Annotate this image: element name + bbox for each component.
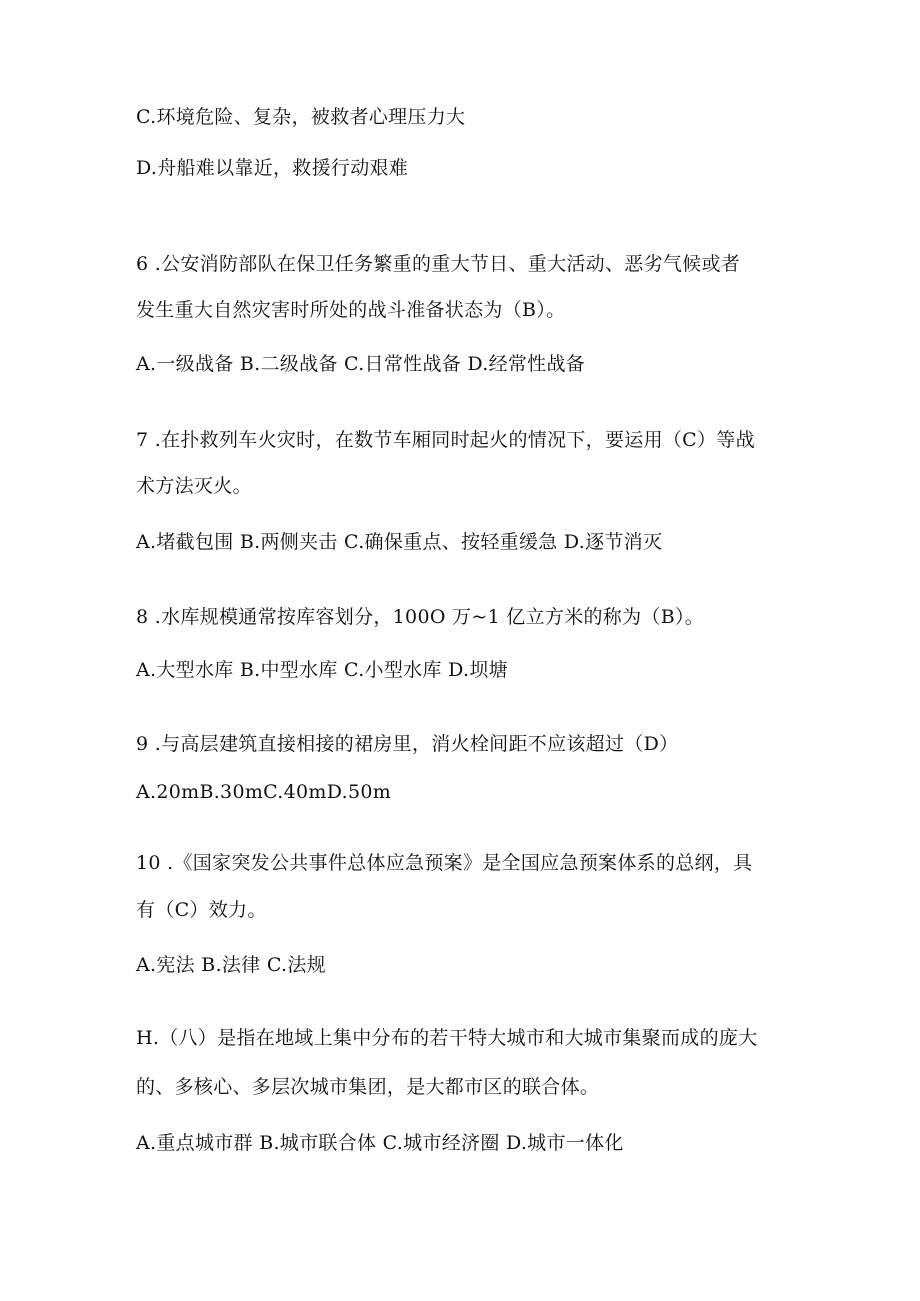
q10-options: A.宪法 B.法律 C.法规 (136, 954, 326, 976)
q8-text: 8 .水库规模通常按库容划分，100O 万~1 亿立方米的称为（B）。 (136, 606, 705, 628)
q7-text-line-1: 7 .在扑救列车火灾时，在数节车厢同时起火的情况下，要运用（C）等战 (136, 429, 755, 451)
q6-options: A.一级战备 B.二级战备 C.日常性战备 D.经常性战备 (136, 353, 586, 375)
q9-options: A.20mB.30mC.40mD.50m (136, 781, 392, 803)
q6-text-line-1: 6 .公安消防部队在保卫任务繁重的重大节日、重大活动、恶劣气候或者 (136, 253, 741, 275)
q5-option-d: D.舟船难以靠近，救援行动艰难 (136, 157, 409, 179)
q11-text-line-2: 的、多核心、多层次城市集团，是大都市区的联合体。 (136, 1076, 600, 1098)
q11-text-line-1: H.（八）是指在地域上集中分布的若干特大城市和大城市集聚而成的庞大 (136, 1027, 758, 1049)
q10-text-line-1: 10 .《国家突发公共事件总体应急预案》是全国应急预案体系的总纲，具 (136, 852, 753, 874)
q9-text: 9 .与高层建筑直接相接的裙房里，消火栓间距不应该超过（D） (136, 733, 679, 755)
q6-text-line-2: 发生重大自然灾害时所处的战斗准备状态为（B）。 (136, 299, 566, 321)
q11-options: A.重点城市群 B.城市联合体 C.城市经济圈 D.城市一体化 (136, 1132, 624, 1154)
q5-option-c: C.环境危险、复杂，被救者心理压力大 (136, 106, 466, 128)
q7-options: A.堵截包围 B.两侧夹击 C.确保重点、按轻重缓急 D.逐节消灭 (136, 531, 663, 553)
q8-options: A.大型水库 B.中型水库 C.小型水库 D.坝塘 (136, 659, 508, 681)
q7-text-line-2: 术方法灭火。 (136, 475, 252, 497)
q10-text-line-2: 有（C）效力。 (136, 899, 267, 921)
